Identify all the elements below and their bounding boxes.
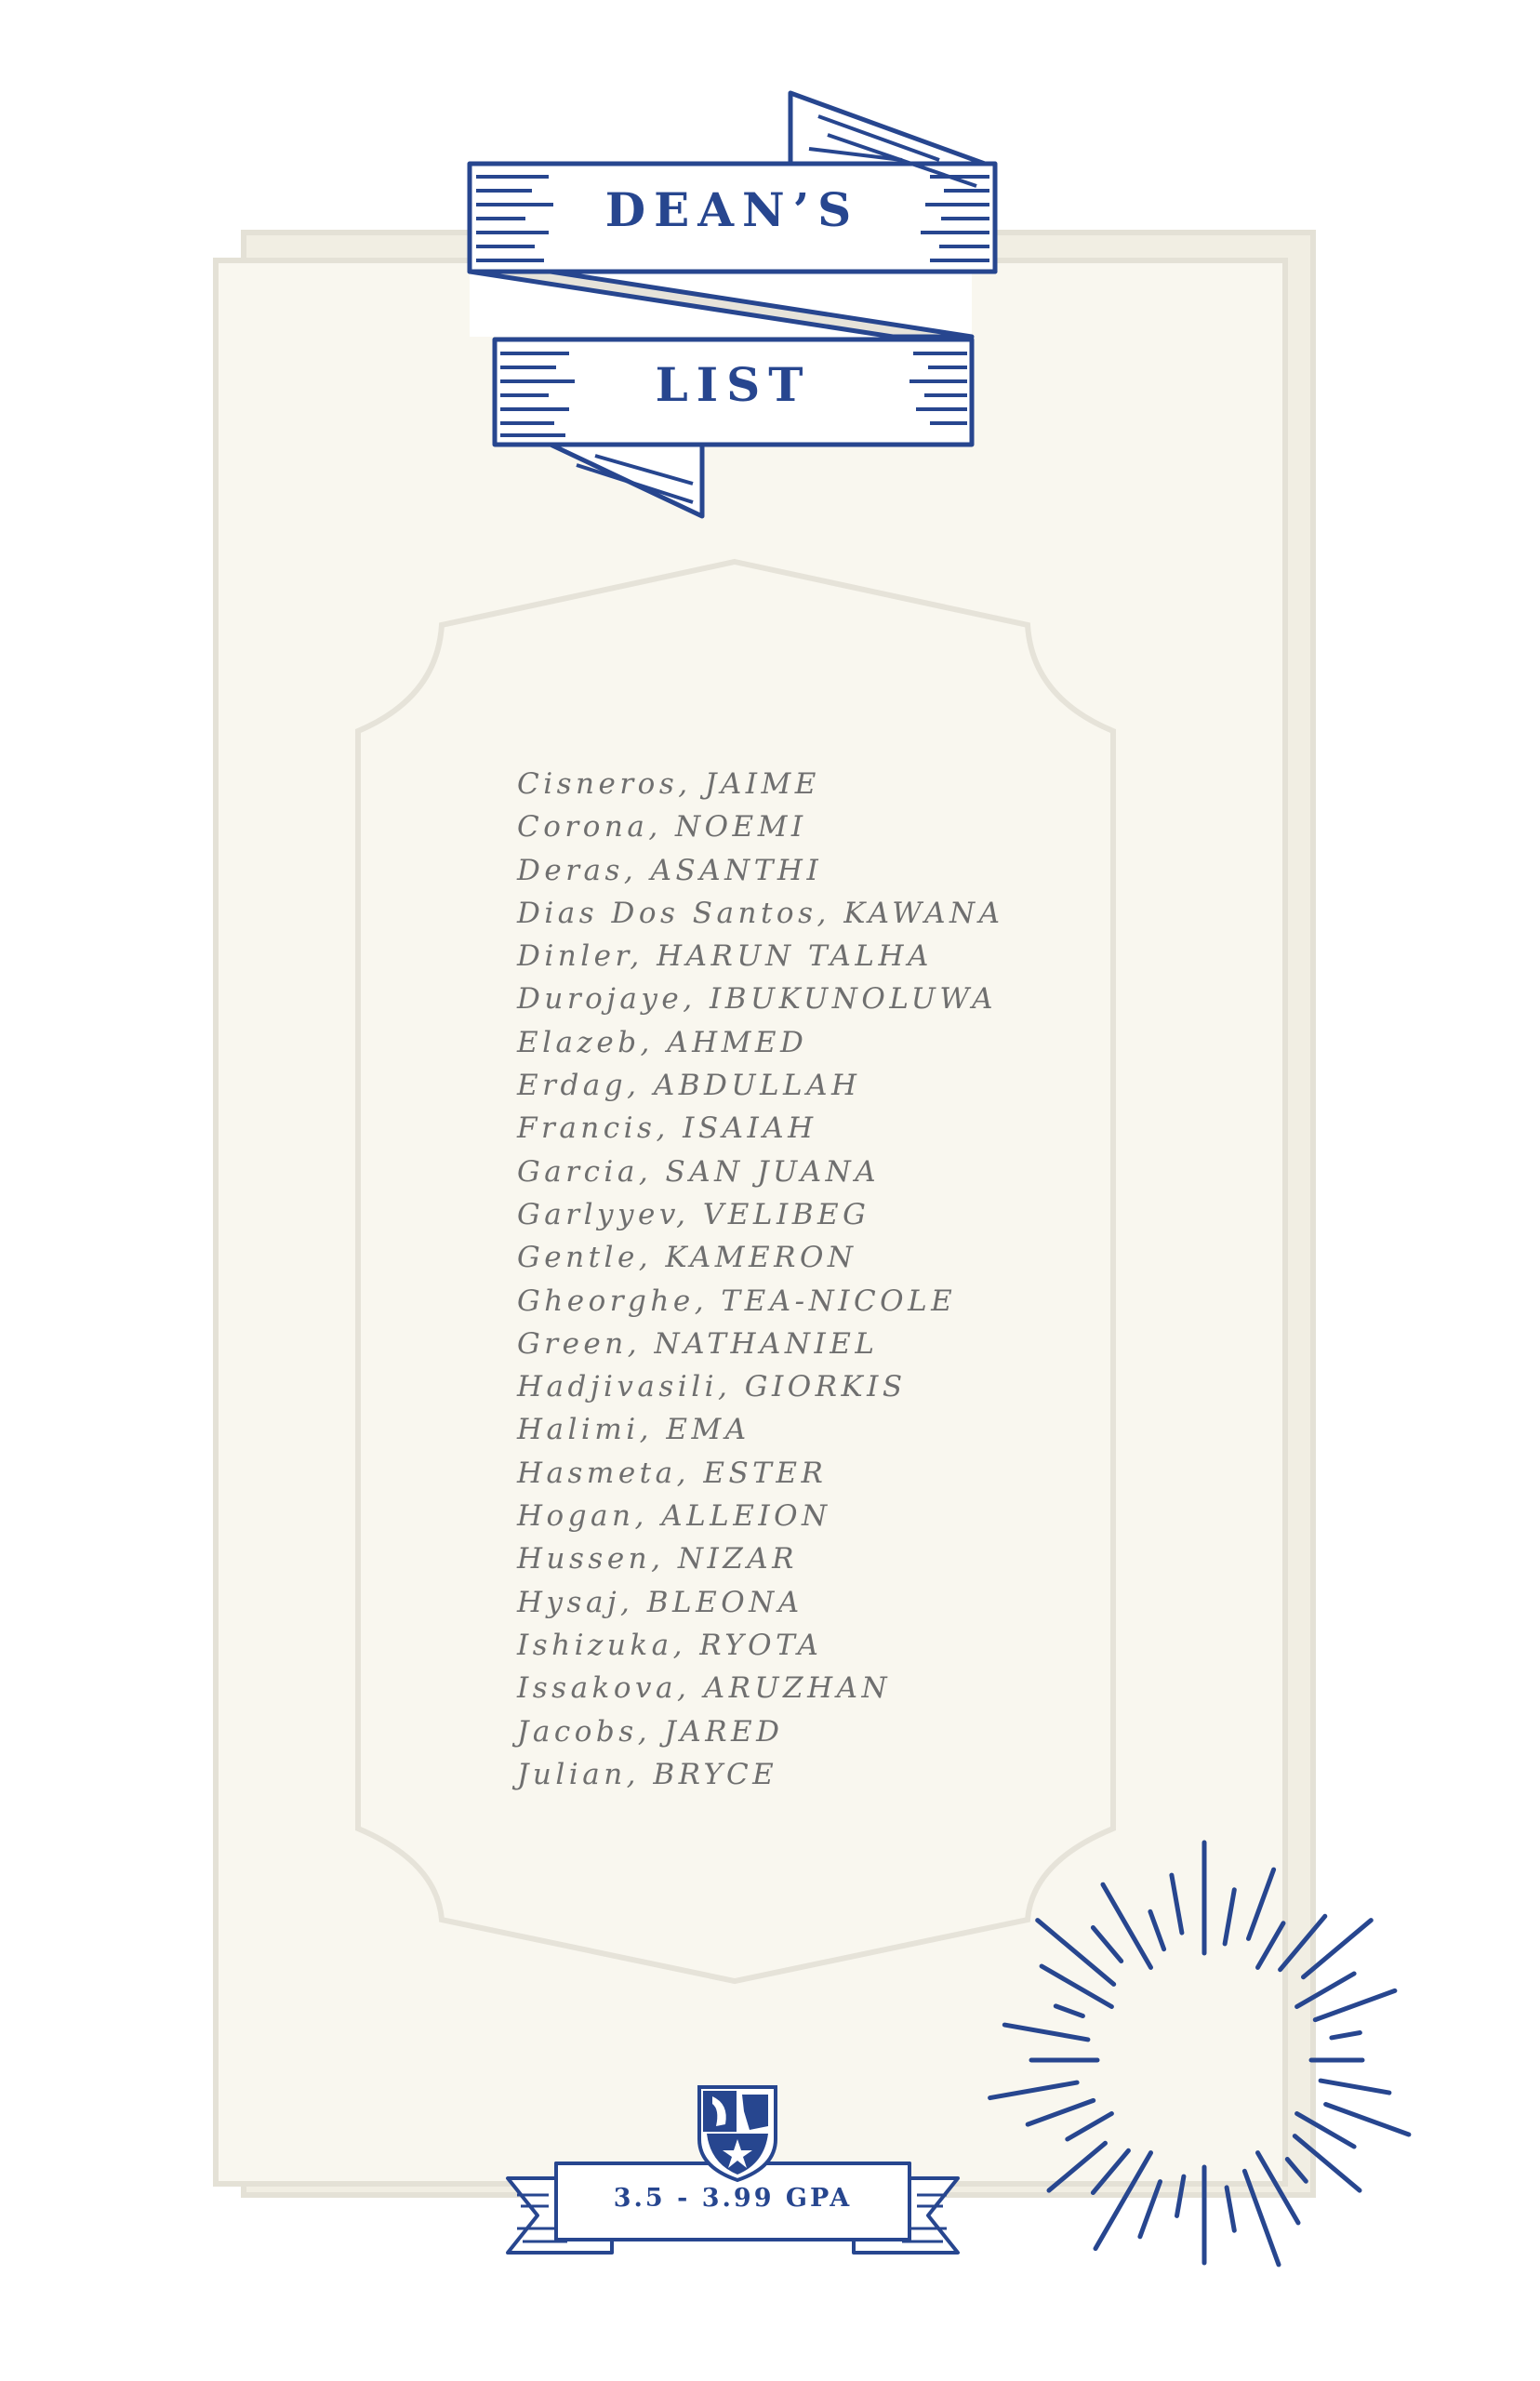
list-item: Hysaj, BLEONA	[517, 1585, 803, 1619]
list-item: Ishizuka, RYOTA	[517, 1628, 823, 1662]
list-item: Francis, ISAIAH	[517, 1111, 817, 1146]
title-line-2: LIST	[655, 357, 812, 412]
title-line-1: DEAN’S	[604, 182, 860, 237]
list-item: Corona, NOEMI	[517, 810, 807, 845]
list-item: Cisneros, JAIME	[517, 767, 820, 801]
list-item: Hadjivasili, GIORKIS	[517, 1370, 907, 1404]
list-item: Dias Dos Santos, KAWANA	[517, 896, 1004, 930]
list-item: Green, NATHANIEL	[517, 1326, 879, 1361]
list-item: Erdag, ABDULLAH	[517, 1069, 861, 1103]
list-item: Jacobs, JARED	[517, 1714, 784, 1749]
list-item: Gheorghe, TEA-NICOLE	[517, 1284, 957, 1318]
list-item: Hussen, NIZAR	[517, 1542, 798, 1576]
school-crest-icon	[699, 2087, 776, 2180]
list-item: Hasmeta, ESTER	[517, 1456, 828, 1490]
list-item: Halimi, EMA	[517, 1413, 750, 1447]
list-item: Durojaye, IBUKUNOLUWA	[517, 982, 998, 1017]
list-item: Julian, BRYCE	[517, 1757, 778, 1791]
list-item: Hogan, ALLEION	[517, 1499, 831, 1534]
list-item: Issakova, ARUZHAN	[517, 1671, 892, 1706]
list-item: Garcia, SAN JUANA	[517, 1154, 881, 1189]
list-item: Garlyyev, VELIBEG	[517, 1197, 870, 1231]
list-item: Deras, ASANTHI	[517, 853, 823, 887]
list-item: Dinler, HARUN TALHA	[517, 939, 933, 974]
list-item: Elazeb, AHMED	[517, 1025, 808, 1059]
list-item: Gentle, KAMERON	[517, 1241, 857, 1275]
gpa-label: 3.5 - 3.99 GPA	[613, 2184, 853, 2213]
